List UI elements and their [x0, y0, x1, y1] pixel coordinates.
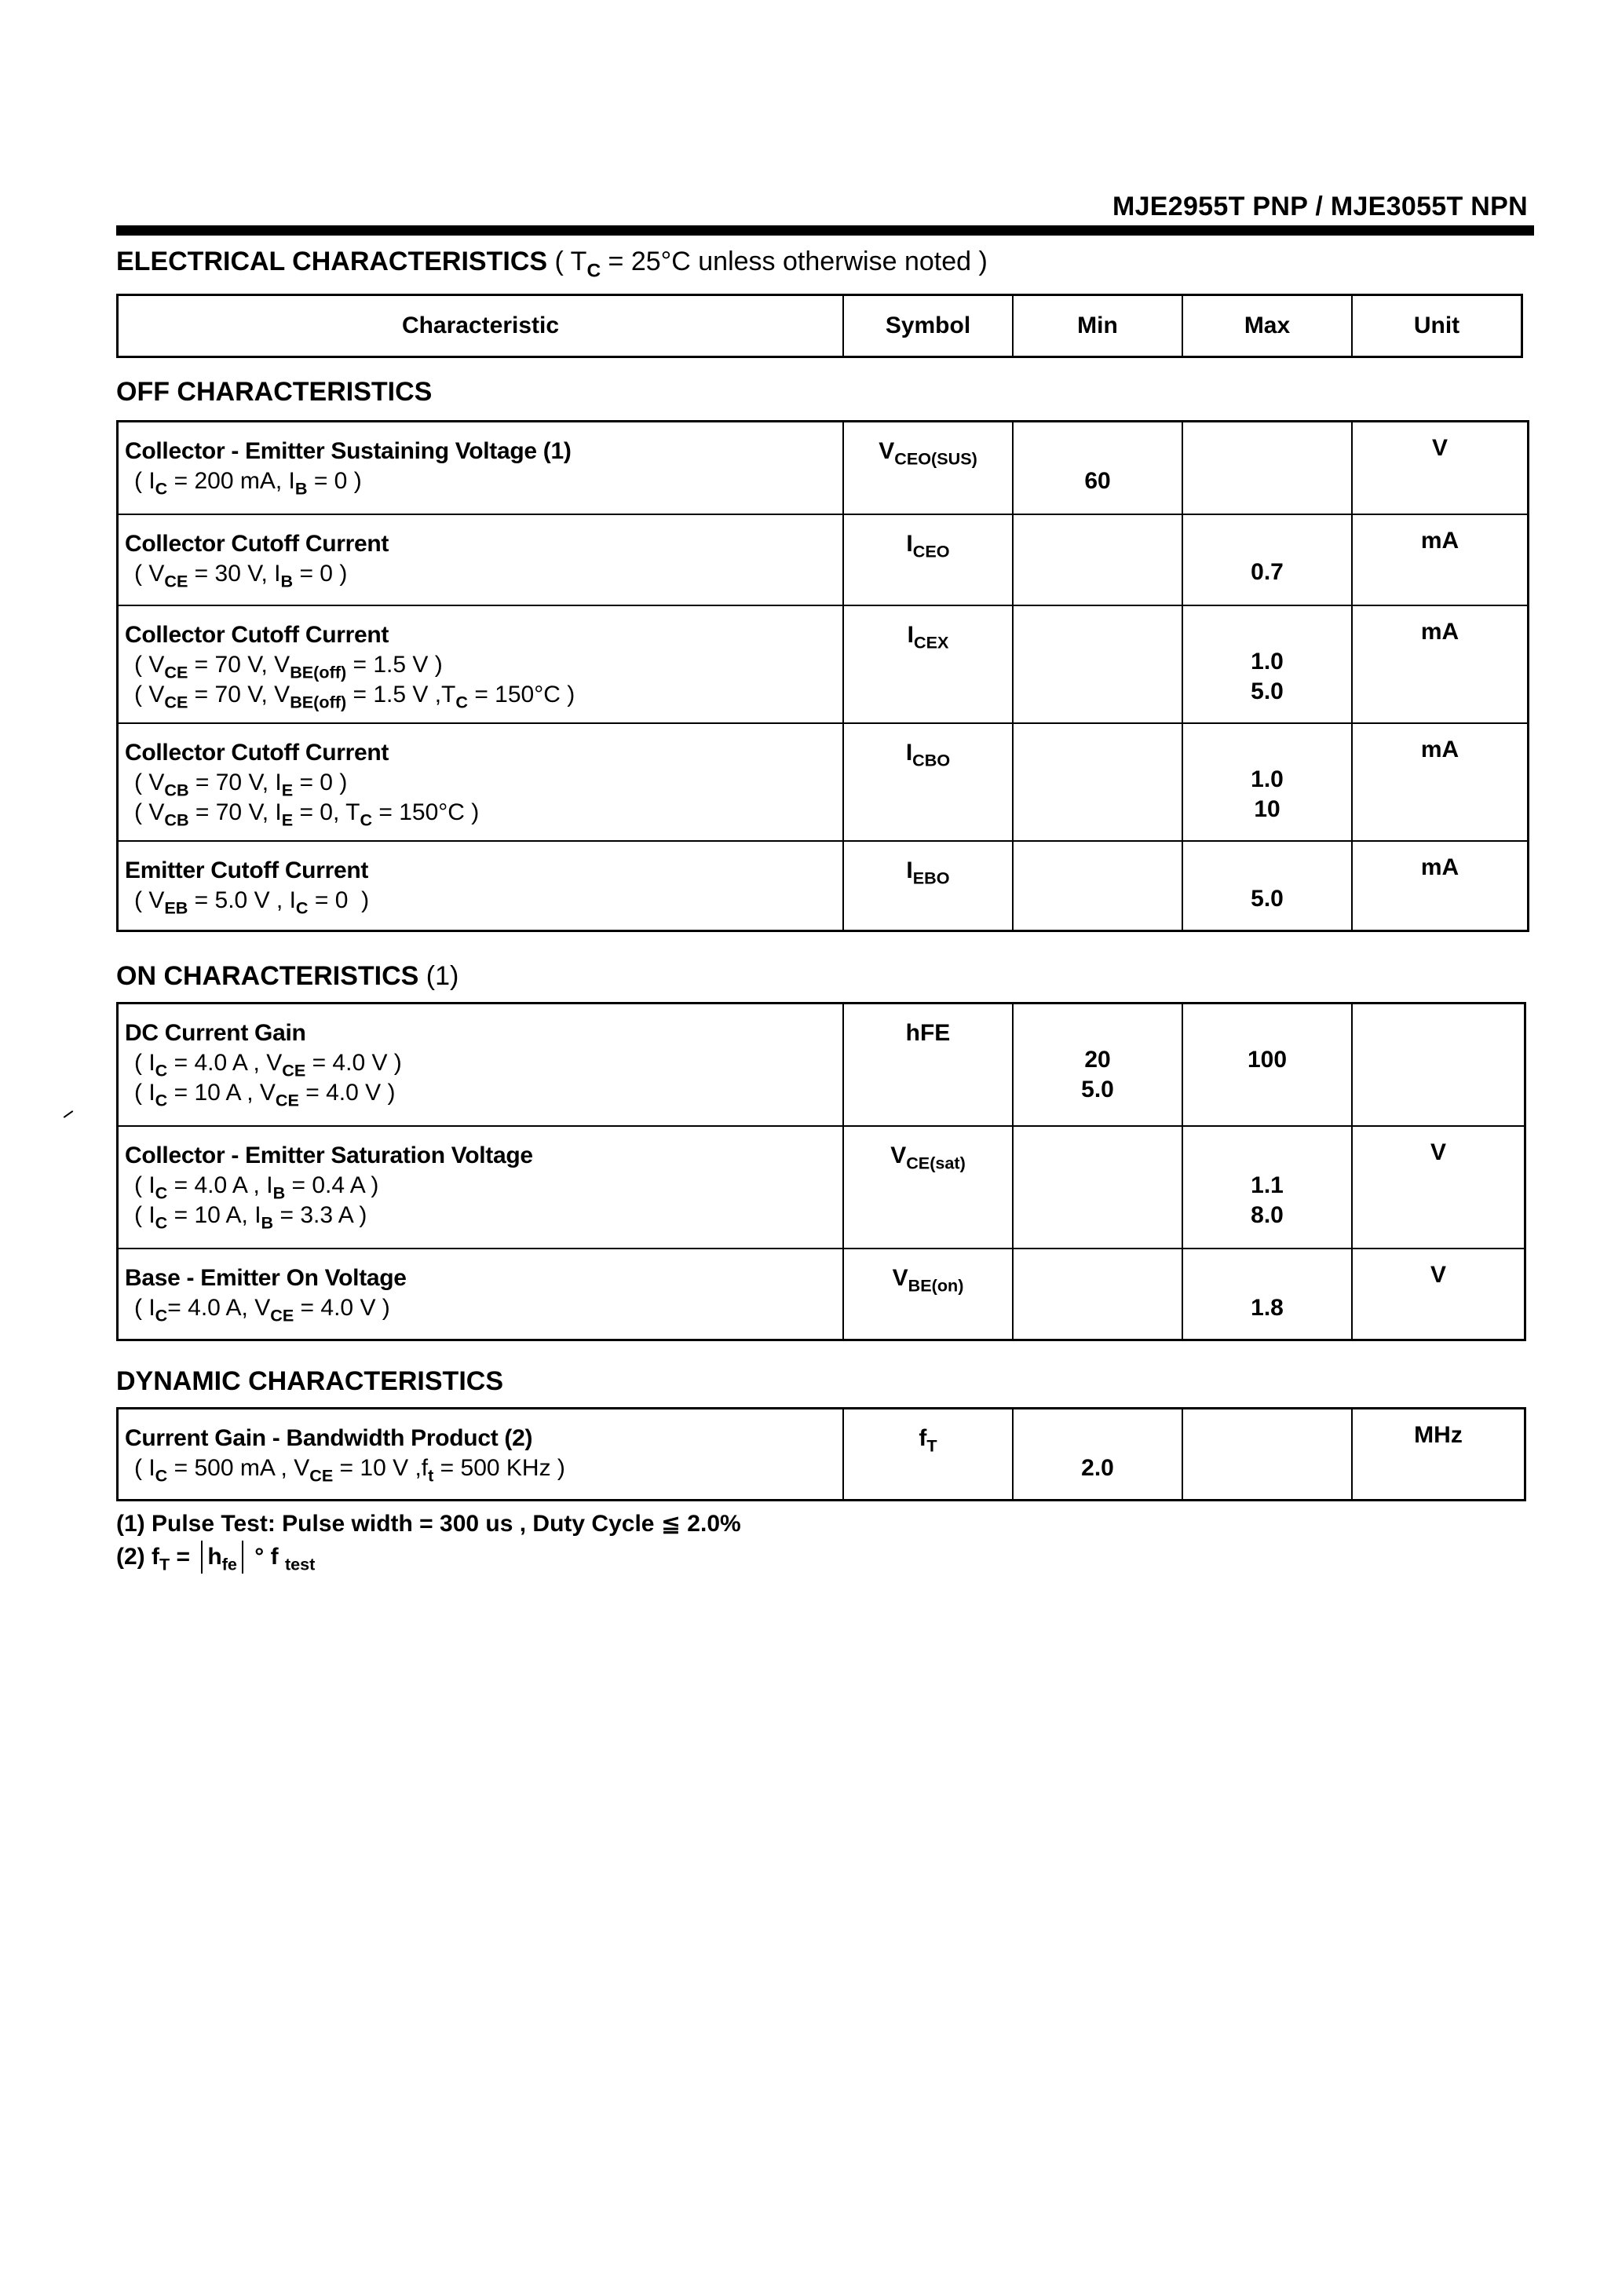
table-row: [119, 422, 1527, 514]
symbol-cell: $V_{BE(on)}$: [842, 1249, 1012, 1339]
characteristic-cell: Collector Cutoff Current ( $V_{CE} = 30$ V, $I_B = 0$ ): [125, 531, 389, 591]
min-cell: [1012, 606, 1182, 722]
dynamic-characteristics-title: DYNAMIC CHARACTERISTICS: [116, 1366, 503, 1396]
unit-cell: mA: [1351, 724, 1527, 840]
on-characteristics-table: [116, 1002, 1526, 1341]
min-cell: [1012, 1127, 1182, 1248]
characteristic-cell: Collector Cutoff Current ( $V_{CE} = 70$ V, $V_{BE(off)} = 1.5$ V ) ( $V_{CE} = 70$ V, $V_{BE(off)} = 1.5$ V $,T_C = 150^\circ C$ ): [125, 622, 575, 712]
off-characteristics-table: [116, 420, 1529, 932]
stray-mark: [64, 1110, 74, 1118]
footnote-2: (2) $f_T = h_{fe}$ ° f $_{test}$: [116, 1541, 741, 1574]
page-title: [116, 247, 988, 282]
column-unit: Unit: [1351, 296, 1521, 356]
unit-cell: [1351, 1004, 1524, 1125]
min-cell: [1012, 842, 1182, 930]
characteristic-cell: Collector Cutoff Current ( $V_{CB} = 70$ V, $I_E = 0$ ) ( $V_{CB} = 70$ V, $I_E = 0$, $T_C = 150^\circ C$ ): [125, 740, 480, 830]
symbol-cell: $I_{CEO}$: [842, 515, 1012, 605]
symbol-cell: $I_{EBO}$: [842, 842, 1012, 930]
max-cell: 0.7: [1182, 515, 1351, 605]
column-header-table: [116, 294, 1523, 358]
column-symbol: Symbol: [842, 296, 1012, 356]
max-cell: 1.8: [1182, 1249, 1351, 1339]
table-row: [119, 1409, 1524, 1499]
unit-cell: mA: [1351, 515, 1527, 605]
footnote-1: (1) Pulse Test: Pulse width = 300 us , Duty Cycle ≦ 2.0%: [116, 1511, 741, 1537]
column-min: Min: [1012, 296, 1182, 356]
characteristic-cell: Collector - Emitter Sustaining Voltage (1) ( $I_C = 200$ mA, $I_B = 0$ ): [125, 438, 572, 499]
symbol-cell: $V_{CEO(SUS)}$: [842, 422, 1012, 514]
table-row: [119, 514, 1527, 605]
table-row: [119, 722, 1527, 840]
table-row: [119, 1125, 1524, 1248]
characteristic-cell: Emitter Cutoff Current ( $V_{EB} = 5.0$ V , $I_C = 0$ ): [125, 857, 370, 918]
on-characteristics-title: ON CHARACTERISTICS (1): [116, 961, 459, 991]
unit-cell: MHz: [1351, 1409, 1524, 1499]
min-cell: [1012, 515, 1182, 605]
page-title-main: ELECTRICAL CHARACTERISTICS: [116, 247, 548, 276]
header-rule: [116, 225, 1534, 236]
min-cell: 60: [1012, 422, 1182, 514]
max-cell: 1.0 10: [1182, 724, 1351, 840]
symbol-cell: hFE: [842, 1004, 1012, 1125]
max-cell: 5.0: [1182, 842, 1351, 930]
symbol-cell: $I_{CEX}$: [842, 606, 1012, 722]
max-cell: 1.0 5.0: [1182, 606, 1351, 722]
max-cell: 100: [1182, 1004, 1351, 1125]
characteristic-cell: Current Gain - Bandwidth Product (2) ( $I_C = 500$ mA , $V_{CE} = 10$ V $,f_t = 500$ KHz ): [125, 1425, 565, 1486]
table-row: [119, 1248, 1524, 1339]
footnotes: [116, 1508, 741, 1574]
max-cell: [1182, 422, 1351, 514]
max-cell: [1182, 1409, 1351, 1499]
column-characteristic: Characteristic: [401, 313, 560, 338]
min-cell: 20 5.0: [1012, 1004, 1182, 1125]
dynamic-characteristics-table: [116, 1407, 1526, 1501]
characteristic-cell: Base - Emitter On Voltage ( $I_C= 4.0$ A, $V_{CE} = 4.0$ V ): [125, 1265, 407, 1325]
symbol-cell: $V_{CE(sat)}$: [842, 1127, 1012, 1248]
unit-cell: V: [1351, 422, 1527, 514]
table-row: [119, 840, 1527, 930]
off-characteristics-title: OFF CHARACTERISTICS: [116, 377, 433, 407]
symbol-cell: $I_{CBO}$: [842, 724, 1012, 840]
min-cell: 2.0: [1012, 1409, 1182, 1499]
page-title-condition: ( $T_C = 25^\circ C$ unless otherwise noted ): [554, 247, 988, 282]
characteristic-cell: Collector - Emitter Saturation Voltage ( $I_C = 4.0$ A , $I_B = 0.4$ A ) ( $I_C = 10$ A, $I_B = 3.3$ A ): [125, 1143, 533, 1233]
unit-cell: V: [1351, 1249, 1524, 1339]
unit-cell: mA: [1351, 842, 1527, 930]
characteristic-cell: DC Current Gain ( $I_C = 4.0$ A , $V_{CE} = 4.0$ V ) ( $I_C = 10$ A , $V_{CE} = 4.0$ V ): [125, 1020, 402, 1110]
part-title: MJE2955T PNP / MJE3055T NPN: [1112, 192, 1528, 221]
column-max: Max: [1182, 296, 1351, 356]
unit-cell: mA: [1351, 606, 1527, 722]
table-row: [119, 605, 1527, 722]
unit-cell: V: [1351, 1127, 1524, 1248]
min-cell: [1012, 724, 1182, 840]
min-cell: [1012, 1249, 1182, 1339]
symbol-cell: $f_T$: [842, 1409, 1012, 1499]
table-row: [119, 1004, 1524, 1125]
max-cell: 1.1 8.0: [1182, 1127, 1351, 1248]
